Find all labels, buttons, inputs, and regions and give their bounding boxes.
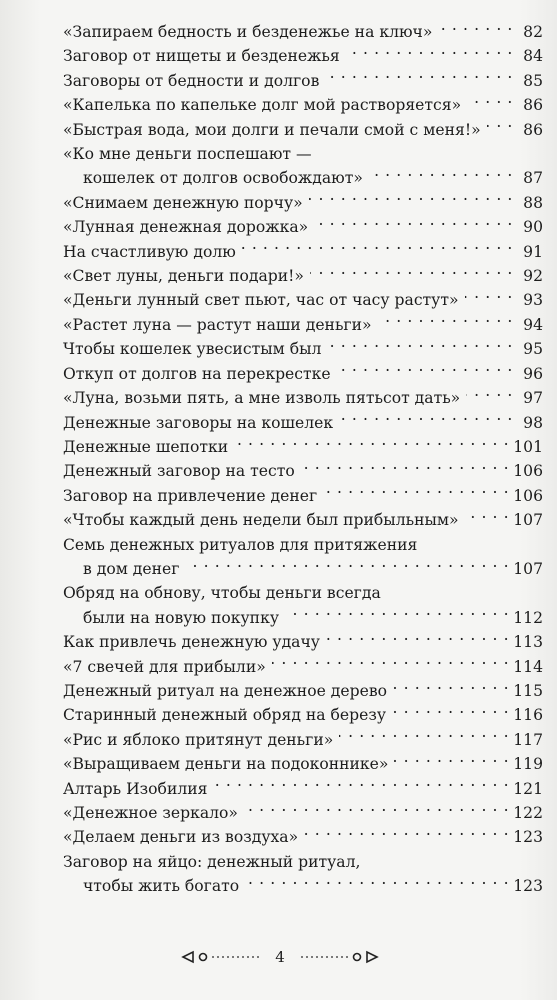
dot-leader: [314, 217, 513, 233]
dot-leader: [242, 241, 513, 257]
dot-leader: [465, 290, 513, 306]
dot-leader: [234, 436, 509, 452]
toc-entry-title: Обряд на обнову, чтобы деньги всегда: [63, 584, 381, 603]
dot-leader: [438, 21, 513, 37]
dot-leader: [185, 558, 509, 574]
toc-entry-title: «Ко мне деньги поспешают —: [63, 145, 312, 164]
toc-entry: [63, 313, 543, 337]
toc-entry-line: [63, 459, 543, 483]
toc-entry: [63, 630, 543, 654]
toc-entry-title: Денежный ритуал на денежное дерево: [63, 681, 387, 700]
toc-entry-line: [63, 508, 543, 532]
toc-entry-title: На счастливую долю: [63, 242, 236, 261]
dot-leader: [323, 485, 509, 501]
toc-entry-title: «Растет луна — растут наши деньги»: [63, 315, 372, 334]
toc-entry-title: Заговор на яйцо: денежный ритуал,: [63, 852, 361, 871]
toc-entry-line: [63, 69, 543, 93]
toc-page-number: 123: [513, 877, 543, 896]
toc-page-number: 86: [523, 120, 543, 139]
dot-leader: [309, 192, 513, 208]
toc-entry-line: [63, 850, 543, 874]
toc-entry-line: [63, 679, 543, 703]
toc-page-number: 98: [523, 413, 543, 432]
dot-leader: [326, 632, 509, 648]
toc-entry: [63, 288, 543, 312]
toc-entry-line: [63, 44, 543, 68]
toc-page-number: 121: [513, 779, 543, 798]
dot-leader: [369, 168, 513, 184]
toc-entry: [63, 508, 543, 532]
toc-page-number: 112: [513, 608, 543, 627]
toc-entry-line: [63, 264, 543, 288]
toc-entry-title: Алтарь Изобилия: [63, 779, 208, 798]
toc-entry-line: [63, 484, 543, 508]
toc-entry-title: в дом денег: [83, 559, 180, 578]
dot-leader: [394, 754, 509, 770]
toc-entry-title: «Снимаем денежную порчу»: [63, 193, 303, 212]
toc-page-number: 91: [523, 242, 543, 261]
toc-entry-title: чтобы жить богато: [83, 877, 240, 896]
toc-page-number: 106: [513, 486, 543, 505]
toc-page-number: 93: [523, 291, 543, 310]
toc-entry: [63, 215, 543, 239]
dot-leader: [285, 607, 509, 623]
toc-entry-title: «Делаем деньги из воздуха»: [63, 828, 299, 847]
toc-entry: [63, 411, 543, 435]
toc-entry-line: [63, 166, 543, 190]
toc-entry: [63, 20, 543, 44]
toc-page-number: 87: [523, 169, 543, 188]
toc-entry-title: Денежный заговор на тесто: [63, 462, 295, 481]
toc-entry: [63, 655, 543, 679]
toc-entry-title: «Лунная денежная дорожка»: [63, 218, 309, 237]
toc-entry-title: «Чтобы каждый день недели был прибыльным»: [63, 511, 459, 530]
toc-entry-line: [63, 215, 543, 239]
table-of-contents: [63, 20, 543, 899]
dot-leader: [339, 412, 513, 428]
toc-entry-line: [63, 606, 543, 630]
toc-entry-line: [63, 728, 543, 752]
dot-leader: [378, 314, 513, 330]
toc-entry-title: «7 свечей для прибыли»: [63, 657, 266, 676]
toc-page-number: 85: [523, 71, 543, 90]
toc-entry-line: [63, 874, 543, 898]
toc-entry-line: [63, 288, 543, 312]
dot-leader: [245, 876, 509, 892]
toc-entry-title: «Запираем бедность и безденежье на ключ»: [63, 23, 433, 41]
toc-entry-title: «Деньги лунный свет пьют, час от часу растут»: [63, 291, 459, 310]
toc-page-number: 117: [513, 730, 543, 749]
toc-entry-line: [63, 630, 543, 654]
toc-page-number: 123: [513, 828, 543, 847]
toc-page-number: 96: [523, 364, 543, 383]
toc-entry: [63, 777, 543, 801]
toc-entry: [63, 240, 543, 264]
toc-entry: [63, 191, 543, 215]
toc-entry-line: [63, 557, 543, 581]
ornament-icon: [181, 950, 261, 964]
toc-entry-line: [63, 20, 543, 44]
dot-leader: [213, 778, 509, 794]
toc-entry: [63, 362, 543, 386]
toc-entry-line: [63, 386, 543, 410]
toc-entry: [63, 703, 543, 727]
toc-entry-line: [63, 752, 543, 776]
toc-entry-line: [63, 533, 543, 557]
toc-entry: [63, 386, 543, 410]
toc-entry: [63, 533, 543, 582]
toc-entry-line: [63, 191, 543, 215]
toc-entry: [63, 581, 543, 630]
toc-entry: [63, 69, 543, 93]
toc-page-number: 122: [513, 804, 543, 822]
toc-entry-line: [63, 435, 543, 459]
toc-entry-line: [63, 655, 543, 679]
toc-entry-line: [63, 118, 543, 142]
toc-entry: [63, 142, 543, 191]
toc-page-number: 106: [513, 462, 543, 481]
page-footer: [155, 944, 405, 970]
toc-page-number: 113: [513, 633, 543, 652]
toc-entry-title: Денежные заговоры на кошелек: [63, 413, 334, 432]
toc-entry-title: Заговор от нищеты и безденежья: [63, 47, 340, 66]
toc-entry: [63, 825, 543, 849]
toc-entry-line: [63, 801, 543, 825]
toc-page-number: 82: [523, 23, 543, 41]
dot-leader: [465, 510, 510, 526]
toc-entry-line: [63, 777, 543, 801]
toc-entry-line: [63, 825, 543, 849]
toc-entry-title: «Луна, возьми пять, а мне изволь пятьсот дать»: [63, 389, 461, 408]
toc-entry-title: «Выращиваем деньги на подоконнике»: [63, 755, 389, 774]
dot-leader: [346, 46, 513, 62]
toc-page-number: 84: [523, 47, 543, 66]
toc-entry-title: «Капелька по капельке долг мой растворяется»: [63, 96, 462, 115]
toc-entry-line: [63, 313, 543, 337]
toc-entry-line: [63, 581, 543, 605]
toc-entry: [63, 850, 543, 899]
page-number: 4: [275, 948, 285, 966]
dot-leader: [272, 656, 509, 672]
toc-entry-title: «Свет луны, деньги подари!»: [63, 267, 304, 286]
toc-page-number: 95: [523, 340, 543, 359]
dot-leader: [466, 388, 513, 404]
dot-leader: [487, 119, 513, 135]
toc-entry: [63, 118, 543, 142]
toc-entry-title: Чтобы кошелек увесистым был: [63, 340, 322, 359]
toc-page-number: 90: [523, 218, 543, 237]
toc-entry: [63, 728, 543, 752]
dot-leader: [339, 729, 509, 745]
toc-page-number: 88: [523, 193, 543, 212]
dot-leader: [467, 95, 513, 111]
toc-entry-line: [63, 93, 543, 117]
toc-entry: [63, 679, 543, 703]
toc-entry: [63, 752, 543, 776]
toc-entry: [63, 484, 543, 508]
dot-leader: [244, 802, 509, 818]
toc-page-number: 92: [523, 267, 543, 286]
toc-page-number: 94: [523, 315, 543, 334]
dot-leader: [304, 827, 509, 843]
toc-page-number: 107: [513, 559, 543, 578]
dot-leader: [325, 70, 513, 86]
toc-page-number: 86: [523, 96, 543, 115]
toc-page-number: 119: [513, 755, 543, 774]
toc-entry-title: Заговоры от бедности и долгов: [63, 71, 320, 90]
toc-page-number: 115: [513, 681, 543, 700]
toc-entry: [63, 337, 543, 361]
toc-page-number: 116: [513, 706, 543, 725]
toc-entry-title: Откуп от долгов на перекрестке: [63, 364, 331, 383]
toc-entry-title: кошелек от долгов освобождают»: [83, 169, 363, 188]
toc-entry-line: [63, 240, 543, 264]
toc-entry: [63, 459, 543, 483]
dot-leader: [301, 461, 509, 477]
toc-entry: [63, 44, 543, 68]
toc-page-number: 101: [513, 437, 543, 456]
dot-leader: [337, 363, 513, 379]
toc-entry-title: Семь денежных ритуалов для притяжения: [63, 535, 418, 554]
toc-entry-title: были на новую покупку: [83, 608, 279, 627]
dot-leader: [393, 680, 509, 696]
toc-entry-line: [63, 362, 543, 386]
toc-entry-line: [63, 142, 543, 166]
toc-entry-line: [63, 703, 543, 727]
toc-entry-title: Денежные шепотки: [63, 437, 229, 456]
toc-page-number: 97: [523, 389, 543, 408]
toc-entry-title: «Денежное зеркало»: [63, 804, 238, 822]
toc-entry-title: Старинный денежный обряд на березу: [63, 706, 387, 725]
dot-leader: [310, 265, 513, 281]
toc-entry-line: [63, 337, 543, 361]
toc-entry: [63, 801, 543, 825]
toc-entry-title: Как привлечь денежную удачу: [63, 633, 320, 652]
toc-entry-title: «Рис и яблоко притянут деньги»: [63, 730, 334, 749]
toc-entry: [63, 93, 543, 117]
toc-entry-title: Заговор на привлечение денег: [63, 486, 318, 505]
toc-page-number: 114: [513, 657, 543, 676]
ornament-icon: [299, 950, 379, 964]
toc-entry: [63, 264, 543, 288]
toc-entry-title: «Быстрая вода, мои долги и печали смой с меня!»: [63, 120, 481, 139]
dot-leader: [392, 705, 509, 721]
dot-leader: [327, 339, 513, 355]
toc-page-number: 107: [513, 511, 543, 530]
toc-entry-line: [63, 411, 543, 435]
toc-entry: [63, 435, 543, 459]
